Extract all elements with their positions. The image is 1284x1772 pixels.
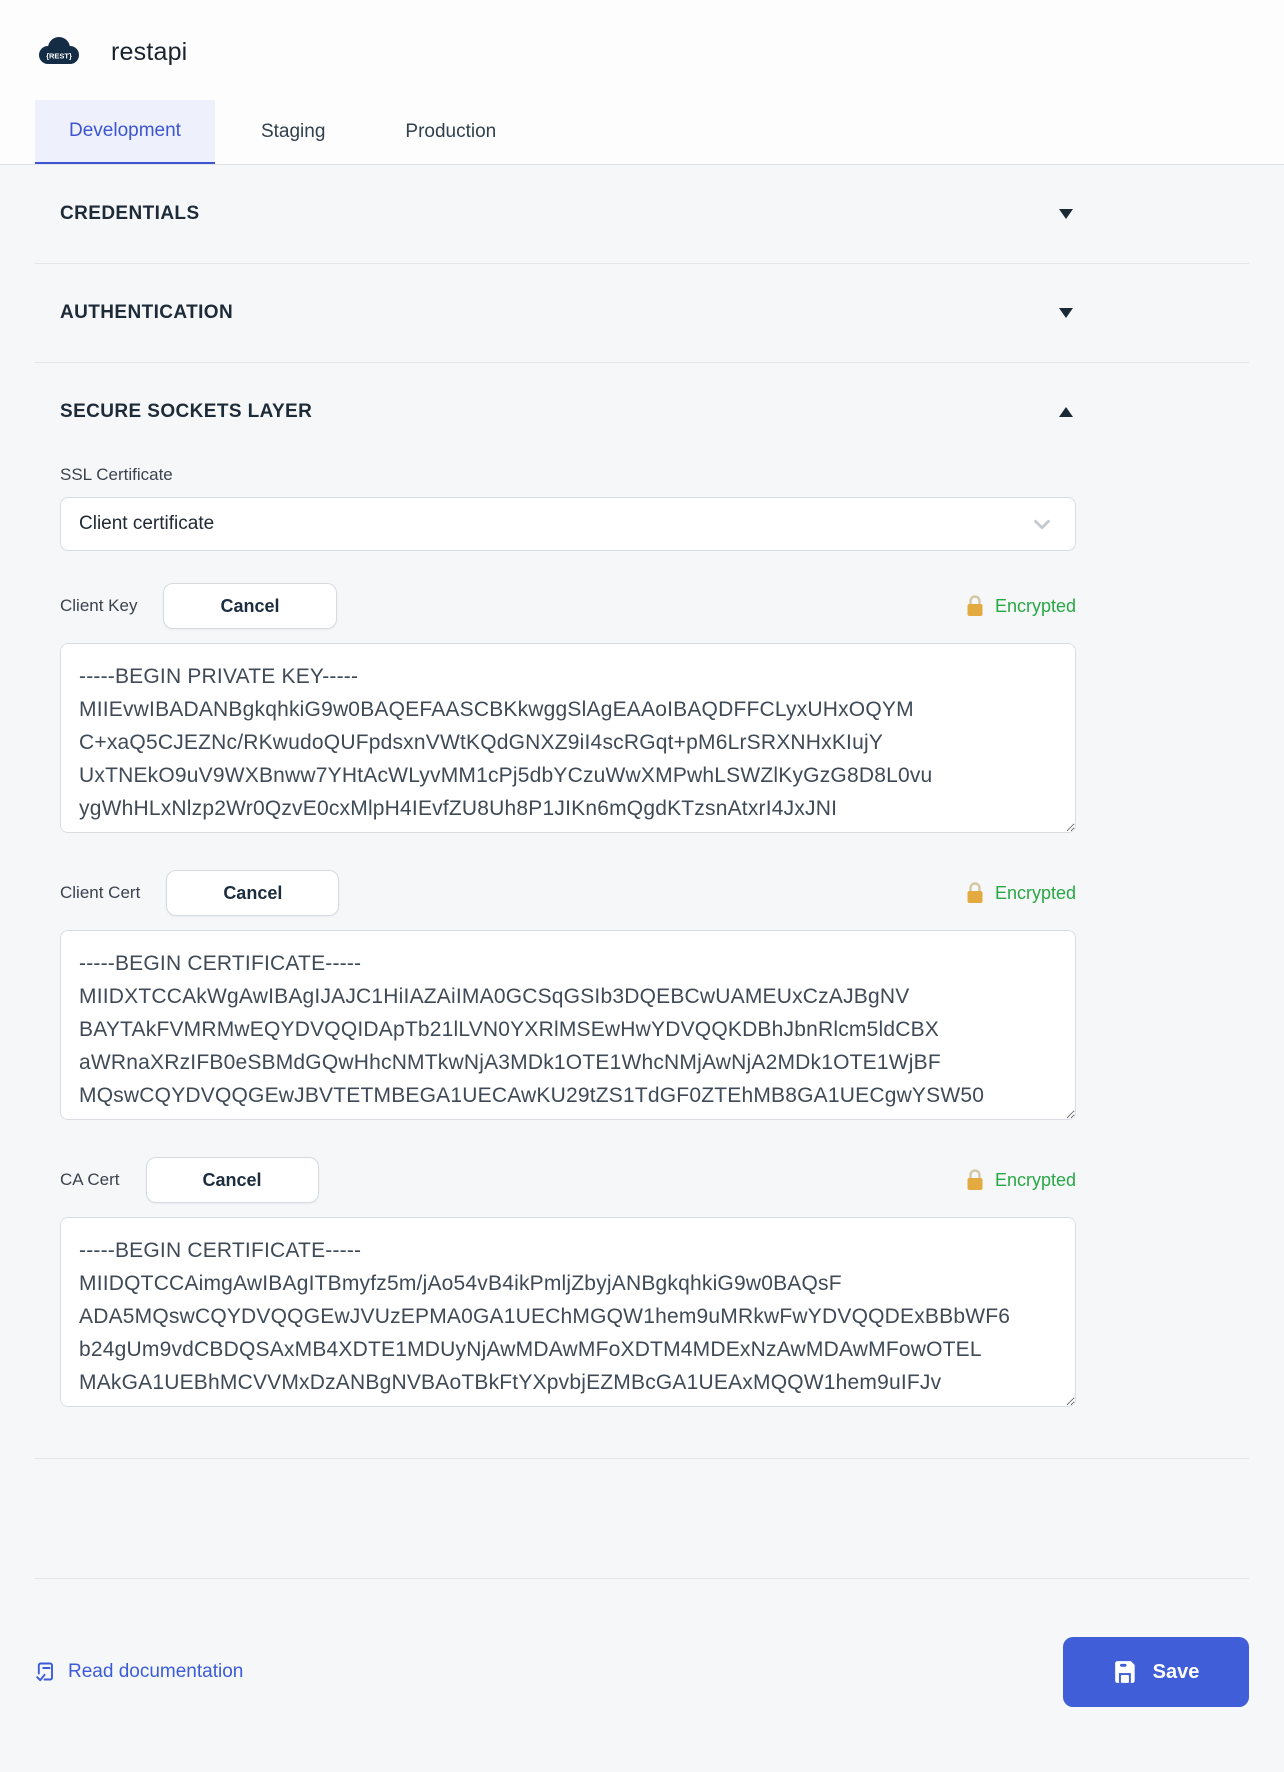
logo-text: {REST}: [46, 51, 72, 61]
client-cert-encrypted-badge: [965, 881, 1076, 905]
ca-cert-row: [60, 1157, 1076, 1203]
section-credentials-title: CREDENTIALS: [60, 203, 200, 224]
ca-cert-encrypted-badge: [965, 1168, 1076, 1192]
chevron-down-icon: [1029, 511, 1055, 537]
section-authentication-title: AUTHENTICATION: [60, 302, 234, 323]
save-button[interactable]: [1063, 1637, 1249, 1707]
section-ssl-header[interactable]: [35, 363, 1249, 461]
page-header: [0, 0, 1284, 165]
client-cert-status-text: Encrypted: [994, 882, 1076, 903]
chevron-up-icon: [1059, 407, 1073, 417]
page-title: restapi: [111, 37, 188, 66]
ca-cert-status-text: Encrypted: [994, 1169, 1076, 1190]
rest-cloud-logo-icon: [35, 35, 83, 69]
ssl-certificate-selected-value: Client certificate: [79, 513, 215, 534]
ca-cert-cancel-button[interactable]: Cancel: [146, 1157, 319, 1203]
settings-content: [0, 165, 1284, 1579]
client-cert-row: [60, 870, 1076, 916]
section-authentication-header[interactable]: [35, 264, 1249, 362]
read-documentation-label: Read documentation: [68, 1661, 244, 1682]
ssl-certificate-select[interactable]: [60, 497, 1076, 551]
section-credentials-header[interactable]: [35, 165, 1249, 263]
ssl-section-body: [60, 465, 1076, 1458]
lock-icon: [965, 881, 985, 905]
environment-tabs: [35, 100, 1284, 164]
lock-icon: [965, 594, 985, 618]
client-cert-cancel-button[interactable]: Cancel: [166, 870, 339, 916]
page-footer: [0, 1579, 1284, 1707]
client-key-encrypted-badge: [965, 594, 1076, 618]
client-key-status-text: Encrypted: [994, 595, 1076, 616]
read-documentation-link[interactable]: [35, 1661, 243, 1684]
ca-cert-textarea[interactable]: [60, 1217, 1076, 1407]
section-ssl-title: SECURE SOCKETS LAYER: [60, 401, 313, 422]
tab-production[interactable]: Production: [405, 121, 497, 142]
lock-icon: [965, 1168, 985, 1192]
tab-staging[interactable]: Staging: [260, 121, 326, 142]
tab-development[interactable]: Development: [35, 100, 215, 164]
client-key-label: Client Key: [60, 596, 138, 615]
save-button-label: Save: [1152, 1660, 1200, 1683]
save-floppy-icon: [1113, 1659, 1139, 1685]
chevron-down-icon: [1059, 308, 1073, 318]
ssl-certificate-label: SSL Certificate: [60, 465, 173, 484]
documentation-icon: [35, 1661, 58, 1684]
client-cert-label: Client Cert: [60, 883, 141, 902]
chevron-down-icon: [1059, 209, 1073, 219]
client-key-textarea[interactable]: [60, 643, 1076, 833]
section-divider: [35, 1458, 1249, 1459]
client-key-row: [60, 583, 1076, 629]
client-cert-textarea[interactable]: [60, 930, 1076, 1120]
ca-cert-label: CA Cert: [60, 1170, 120, 1189]
client-key-cancel-button[interactable]: Cancel: [163, 583, 336, 629]
